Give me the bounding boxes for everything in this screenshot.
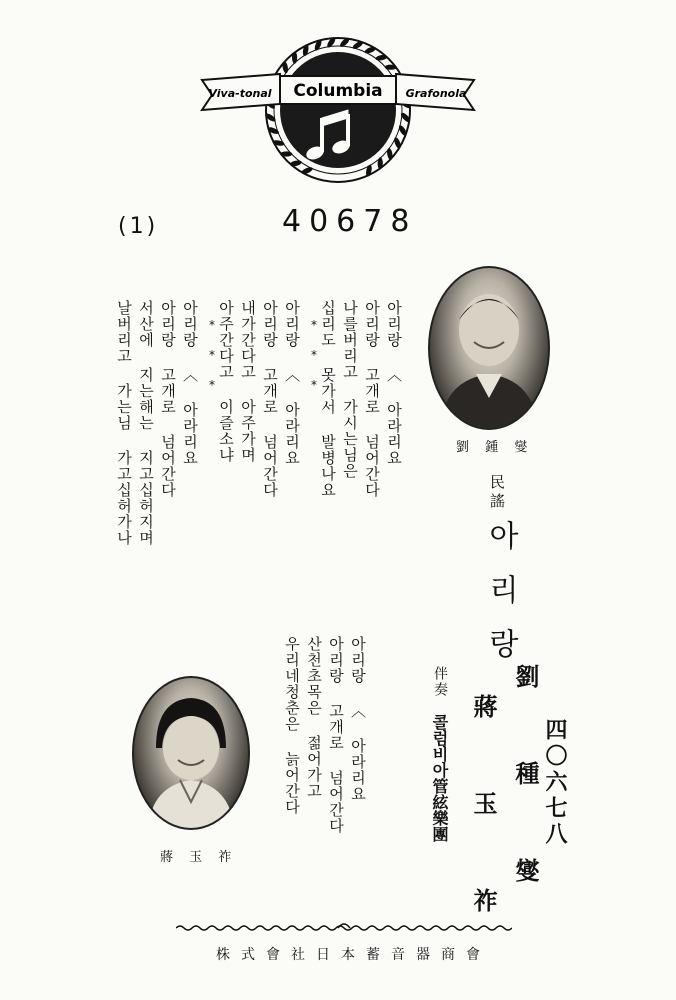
singer-caption-2: 蔣 玉 祚 — [160, 850, 238, 865]
lyric-line: 서산에 지는해는 지고십허지며 — [137, 300, 155, 546]
side-number: (1) — [118, 214, 159, 239]
laurel-leaf-icon — [365, 164, 373, 177]
laurel-leaf-icon — [393, 136, 402, 149]
lyric-line: 아주간다고 이즐소냐 — [217, 300, 235, 463]
song-genre: 民謠 — [488, 474, 506, 512]
lyric-line: 십리도 못가서 발병나요 — [319, 300, 337, 498]
lyric-line: 나를버리고 가시는님은 — [341, 300, 359, 479]
laurel-leaf-icon — [272, 139, 285, 146]
wavy-divider — [176, 918, 512, 938]
lyric-line: 아리랑 고개로 넘어간다 — [159, 300, 177, 498]
accompaniment-orchestra: 콜럼비아管絃樂團 — [430, 714, 449, 842]
lyric-line: 아리랑 〈 아라리요 — [349, 636, 367, 802]
lyric-line: 아리랑 고개로 넘어간다 — [261, 300, 279, 498]
logo-left-text: Viva-tonal — [208, 87, 272, 100]
lyric-line: 우리네청춘은 늙어간다 — [283, 636, 301, 815]
lyric-line: 아리랑 〈 아라리요 — [283, 300, 301, 466]
logo-right-text: Grafonola — [405, 87, 467, 100]
lyric-line: 내가간다고 아주가며 — [239, 300, 257, 463]
separator-stars: * * * — [205, 318, 219, 393]
laurel-leaf-icon — [364, 45, 377, 54]
performer-1: 劉 種 燮 — [511, 664, 540, 904]
publisher-name: 株式會社日本蓄音器商會 — [216, 947, 491, 963]
laurel-leaf-icon — [301, 166, 314, 175]
song-title: 아리랑 — [483, 520, 518, 682]
catalog-number: 40678 — [282, 204, 418, 239]
singer-portrait-female — [132, 676, 250, 830]
lyric-line: 아리랑 고개로 넘어간다 — [363, 300, 381, 498]
lyric-line: 아리랑 고개로 넘어간다 — [327, 636, 345, 834]
performer-2: 蔣 玉 祚 — [469, 694, 498, 934]
laurel-leaf-icon — [302, 44, 310, 57]
logo-center-text: Columbia — [293, 81, 383, 101]
lyric-line: 산천초목은 젊어가고 — [305, 636, 323, 799]
lyric-line: 아리랑 〈 아라리요 — [181, 300, 199, 466]
singer-portrait-male — [428, 266, 550, 430]
separator-stars: * * * — [307, 318, 321, 393]
laurel-leaf-icon — [280, 151, 292, 156]
singer-caption-1: 劉 鍾 燮 — [456, 440, 534, 455]
catalog-number-kanji: 四〇六七八 — [542, 718, 568, 848]
portrait-icon — [430, 268, 548, 428]
portrait-icon — [134, 678, 248, 828]
lyric-line: 날버리고 가는님 가고십허가나 — [115, 300, 133, 546]
accompaniment-label: 伴奏 — [432, 666, 448, 698]
columbia-logo — [198, 10, 478, 188]
lyric-line: 아리랑 〈 아라리요 — [385, 300, 403, 466]
